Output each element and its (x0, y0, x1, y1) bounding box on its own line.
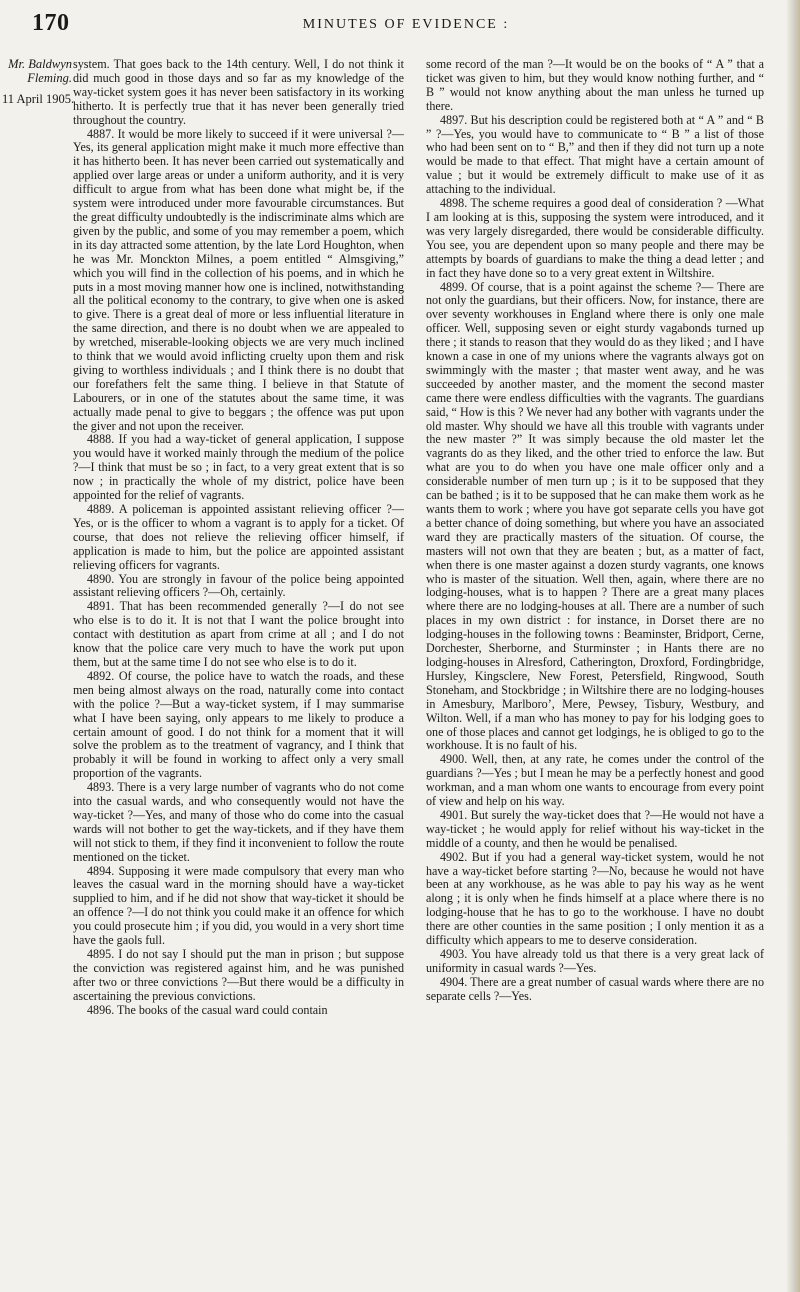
paragraph: 4890. You are strongly in favour of the police being appointed assistant relieving officers ?—Oh, certainly. (73, 571, 404, 600)
witness-surname: Fleming. (27, 70, 72, 85)
paragraph: 4896. The books of the casual ward could contain (87, 1002, 328, 1017)
paragraph: 4894. Supposing it were made compulsory that every man who leaves the casual ward in the morning should have a way-ticket supplied to him, and if he did not show that way-ticket it should be an offence ?—I do not think you could make it an offence for which you could prosecute him ; if you did, you would in a very short time have the gaols full. (73, 863, 404, 948)
witness-name: Mr. Baldwyn (8, 57, 72, 71)
paragraph: 4888. If you had a way-ticket of general application, I suppose you would have it worked mainly through the medium of the police ?—I think that must be so ; in fact, to a very great extent that is so now ; in practically the whole of my district, police have been appointed for the relief of vagrants. (73, 432, 404, 503)
page-header (32, 10, 770, 44)
running-title: MINUTES OF EVIDENCE : (302, 17, 510, 32)
page-edge-shadow (786, 0, 800, 1292)
paragraph: 4904. There are a great number of casual wards where there are no separate cells ?—Yes. (426, 974, 764, 1003)
paragraph: 4887. It would be more likely to succeed if it were universal ?—Yes, its general application might make it much more effective than it has hitherto been. It has never been carried out systematically and applied over large areas or under a uniform authority, and it is very difficult to argue from what has been done what might be, if the system were introduced under more favourable circumstances. But the great difficulty undoubtedly is the indiscriminate alms which are given by the public, and some of you may remember a poem, which in its day attracted some attention, by the late Lord Houghton, when he was Mr. Monckton Milnes, a poem entitled “ Almsgiving,” which you will find in the collection of his poems, and in which he puts in a most moving manner how one is inclined, notwithstanding all the political economy to the contrary, to give when one is asked to give. There is a great deal of more or less influential literature in the same direction, and there is no doubt when we are appealed to by wretched, miserable-looking objects we are very much inclined to think that we would avoid inflicting cruelty upon them and risk giving to worthless individuals ; and I think there is no doubt that our forefathers felt the same thing. I believe in that Statute of Labourers, or in one of the statutes about the same time, it was actually made penal to give to beggars ; the offence was put upon the giver and not upon the receiver. (73, 126, 404, 433)
paragraph: 4900. Well, then, at any rate, he comes under the control of the guardians ?—Yes ; but I mean he may be a perfectly honest and good workman, and a man whom one wants to encourage from every point of view and help on his way. (426, 752, 764, 809)
left-column (73, 58, 404, 1018)
paragraph: 4903. You have already told us that there is a very great lack of uniformity in casual wards ?—Yes. (426, 947, 764, 975)
paragraph: 4891. That has been recommended generally ?—I do not see who else is to do it. It is not that I want the police brought into contact with destitution as apart from crime at all ; and I do not know that the police care very much to have the work put upon them, but at the same time I do not see who else is to do it. (73, 599, 404, 669)
evidence-date: 11 April 1905. (2, 92, 75, 107)
paragraph: 4898. The scheme requires a good deal of consideration ? —What I am looking at is this, supposing the system were introduced, and it was very largely disregarded, there would be considerable difficulty. You see, you are dependent upon so many people and there may be attempts by boards of guardians to make the thing a dead letter ; and in fact they have done so to a very great extent in Wiltshire. (426, 196, 764, 280)
paragraph: 4895. I do not say I should put the man in prison ; but suppose the conviction was registered against him, and he was punished after two or three convictions ?—But there would be a difficulty in ascertaining the previous convictions. (73, 947, 404, 1003)
paragraph: some record of the man ?—It would be on the books of “ A ” that a ticket was given to him, but they would know nothing further, and “ B ” would not know anything about the man unless he turned up there. (426, 57, 764, 113)
right-column (426, 58, 764, 1004)
paragraph: 4901. But surely the way-ticket does that ?—He would not have a way-ticket ; he would apply for relief without his way-ticket in the middle of a county, and then he would be penalised. (426, 807, 764, 850)
margin-notes (2, 57, 75, 107)
paragraph: 4899. Of course, that is a point against the scheme ?— There are not only the guardians, but their officers. Now, for instance, there are over seventy workhouses in England where there is only one male officer. Well, supposing seven or eight sturdy vagabonds turned up there ; it stands to reason that they would do as they liked ; and I have known a case in one of my unions where the vagrants always got on swimmingly with the master ; that master went away, and he was succeeded by another master, and the moment the second master came there were endless difficulties with the vagrants. The guardians said, “ How is this ? We never had any bother with vagrants under the old master. Why should we have all this trouble with vagrants under the new master ?” It was simply because the old master let the vagrants do as they liked, and the other tried to enforce the law. But what are you to do when you have one male officer only and a considerable number of men turn up ; is it to be supposed that they can be bathed ; is it to be supposed that he can make them work as he wants them to work ; where you have got separate cells you have got a better chance of doing something, but where you have an associated ward they are practically masters of the situation. Of course, the masters will not own that they are beaten ; but, as a matter of fact, when there is one master against a dozen sturdy vagrants, one knows who is master of the situation. Well then, again, where there are no lodging-houses, what is to happen ? There are a great many places where there are no lodging-houses at all. There are a number of such places in my own district : for instance, in Dorset there are no lodging-houses in the following towns : Beaminster, Bridport, Cerne, Dorchester, Sherborne, and Sturminster ; in Hants there are no lodging-houses in Alresford, Catherington, Droxford, Fordingbridge, Hursley, Kingsclere, New Forest, Petersfield, Ringwood, South Stoneham, and Stockbridge ; in Wiltshire there are no lodging-houses in Amesbury, Marlboro’, Mere, Pewsey, Tisbury, Westbury, and Wilton. Well, if a man who has money to pay for his lodging goes to one of those places and cannot get lodgings, he is obliged to go to the workhouse. It is no fault of his. (426, 279, 764, 753)
paragraph: 4889. A policeman is appointed assistant relieving officer ?—Yes, or is the officer to whom a vagrant is to apply for a ticket. Of course, that does not relieve the relieving officer himself, if application is made to him, but the police are appointed assistant relieving officers for vagrants. (73, 502, 404, 572)
paragraph: 4892. Of course, the police have to watch the roads, and these men being almost always on the road, naturally come into contact with the police ?—But a way-ticket system, if I may summarise what I have been saying, only appears to me likely to produce a certain amount of good. I do not think for a moment that it will solve the problem as to the treatment of vagrancy, and I think that probably it will be found in working to affect only a very small proportion of the vagrants. (73, 668, 404, 781)
paragraph: 4902. But if you had a general way-ticket system, would he not have a way-ticket before starting ?—No, because he would not have been at any workhouse, as he was able to pay his way as he went along ; it is only when he finds himself at a place where there is no lodging-house that he has to go to the workhouse. I have no doubt there are other counties in the same position ; I only mention it as a difficulty which appears to me to deserve consideration. (426, 849, 764, 948)
paragraph: 4897. But his description could be registered both at “ A ” and “ B ” ?—Yes, you would have to communicate to “ B ” a list of those who had been sent on to “ B,” and then if they did not turn up a note would be made to that effect. That might have a certain amount of value ; but it would be extremely difficult to make use of it as attaching to the individual. (426, 112, 764, 197)
paragraph: 4893. There is a very large number of vagrants who do not come into the casual wards, and who consequently would not have the way-ticket ?—Yes, and many of those who do come into the casual wards will not bother to get the way-tickets, and if they have them will not stick to them, if they find it inconvenient to follow the route mentioned on the ticket. (73, 780, 404, 864)
paragraph: system. That goes back to the 14th century. Well, I do not think it did much good in those days and so far as my knowledge of the way-ticket system goes it has never been satisfactory in its working hitherto. It is perfectly true that it has never been generally tried throughout the country. (73, 57, 404, 127)
page-number: 170 (32, 10, 70, 36)
